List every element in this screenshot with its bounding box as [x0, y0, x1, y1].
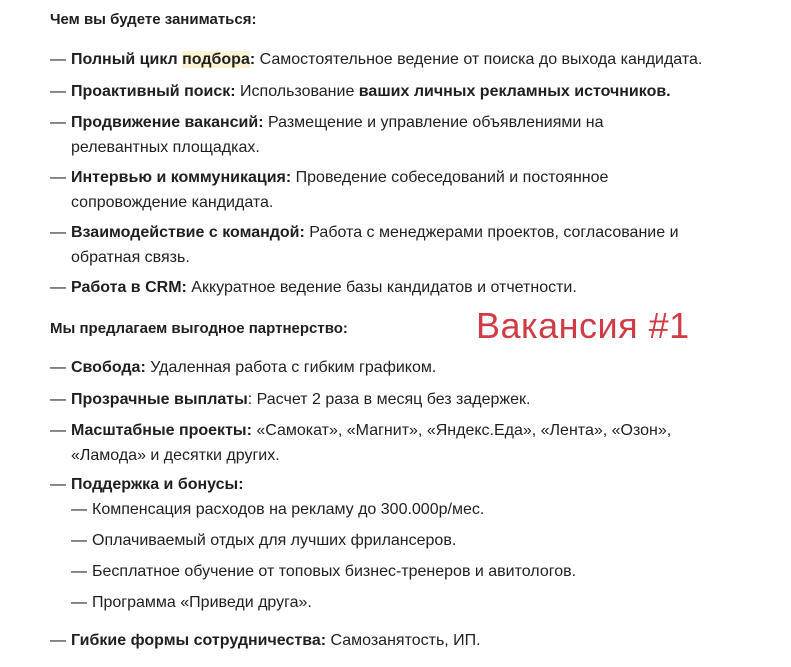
item-title: Полный цикл	[71, 51, 183, 68]
item-text: : Расчет 2 раза в месяц без задержек.	[247, 391, 531, 408]
sub-item-text: Бесплатное обучение от топовых бизнес-тренеров и авитологов.	[92, 563, 577, 580]
sub-item-text: Оплачиваемый отдых для лучших фрилансеров.	[92, 532, 457, 549]
list-dash: —	[50, 476, 66, 493]
item-title: Поддержка и бонусы:	[71, 476, 244, 493]
item-title-link: подбора	[182, 51, 250, 68]
item-text-continued: релевантных площадках.	[71, 139, 260, 156]
item-text: Аккуратное ведение базы кандидатов и отчетности.	[186, 279, 577, 296]
item-title: Работа в CRM:	[71, 279, 187, 296]
item-text-continued: «Ламода» и десятки других.	[71, 447, 280, 464]
item-title: Свобода:	[71, 359, 146, 376]
item-text: Проведение собеседований и постоянное	[291, 169, 609, 186]
list-dash: —	[50, 83, 66, 100]
list-dash: —	[71, 594, 87, 611]
document-page: Чем вы будете заниматься: — Полный цикл подбора: Самостоятельное ведение от поиска до выхода кандидата. — Проактивный поиск: Использование ваших личных рекламных источников. — Продвижение вакансий: Размещение и управление объявлениями на релевантных площадках. — Интервью и коммуникация: Проведение собеседований и постоянное сопровождение кандидата. — Взаимодействие с командой: Работа с менеджерами проектов, согласование и обратная связь. — Работа в CRM: Аккуратное ведение базы кандидатов и отчетности. Мы предлагаем выгодное партнерство: Вакансия #1 — Свобода: Удаленная работа с гибким графиком. — Прозрачные выплаты: Расчет 2 раза в месяц без задержек. — Масштабные проекты: «Самокат», «Магнит», «Яндекс.Еда», «Лента», «Озон», «Ламода» и десятки других. — Поддержка и бонусы: — Компенсация расходов на рекламу до 300.000р/мес. — Оплачиваемый отдых для лучших фрилансеров. — Бесплатное обучение от топовых бизнес-тренеров и авитологов. — Программа «Приведи друга». — Гибкие формы сотрудничества: Самозанятость, ИП.	[0, 0, 791, 667]
item-title: Масштабные проекты:	[71, 422, 252, 439]
sub-item-text: Программа «Приведи друга».	[92, 594, 312, 611]
item-text: Использование	[235, 83, 359, 100]
item-text: Размещение и управление объявлениями на	[263, 114, 604, 131]
list-dash: —	[50, 279, 66, 296]
list-dash: —	[50, 114, 66, 131]
item-title: Продвижение вакансий:	[71, 114, 264, 131]
list-dash: —	[71, 501, 87, 518]
item-title: Гибкие формы сотрудничества:	[71, 632, 327, 649]
item-title: Интервью и коммуникация:	[71, 169, 292, 186]
item-title: Прозрачные выплаты	[71, 391, 248, 408]
list-dash: —	[50, 51, 66, 68]
item-text-continued: сопровождение кандидата.	[71, 194, 274, 211]
list-dash: —	[50, 224, 66, 241]
item-text: Самозанятость, ИП.	[326, 632, 481, 649]
vacancy-stamp: Вакансия #1	[476, 305, 690, 346]
item-text-continued: обратная связь.	[71, 249, 190, 266]
list-dash: —	[50, 422, 66, 439]
list-dash: —	[71, 563, 87, 580]
list-dash: —	[71, 532, 87, 549]
list-dash: —	[50, 391, 66, 408]
list-dash: —	[50, 632, 66, 649]
list-dash: —	[50, 169, 66, 186]
section-heading-duties: Чем вы будете заниматься:	[50, 11, 257, 28]
sub-item-text: Компенсация расходов на рекламу до 300.000р/мес.	[92, 501, 485, 518]
item-text: Работа с менеджерами проектов, согласование и	[304, 224, 679, 241]
item-title: Взаимодействие с командой:	[71, 224, 305, 241]
item-text-bold: ваших личных рекламных источников.	[358, 83, 671, 100]
item-title: Проактивный поиск:	[71, 83, 236, 100]
item-text: Удаленная работа с гибким графиком.	[145, 359, 437, 376]
section-heading-partnership: Мы предлагаем выгодное партнерство:	[50, 320, 348, 337]
item-text: Самостоятельное ведение от поиска до выхода кандидата.	[255, 51, 703, 68]
item-text: «Самокат», «Магнит», «Яндекс.Еда», «Лента», «Озон»,	[251, 422, 672, 439]
list-dash: —	[50, 359, 66, 376]
